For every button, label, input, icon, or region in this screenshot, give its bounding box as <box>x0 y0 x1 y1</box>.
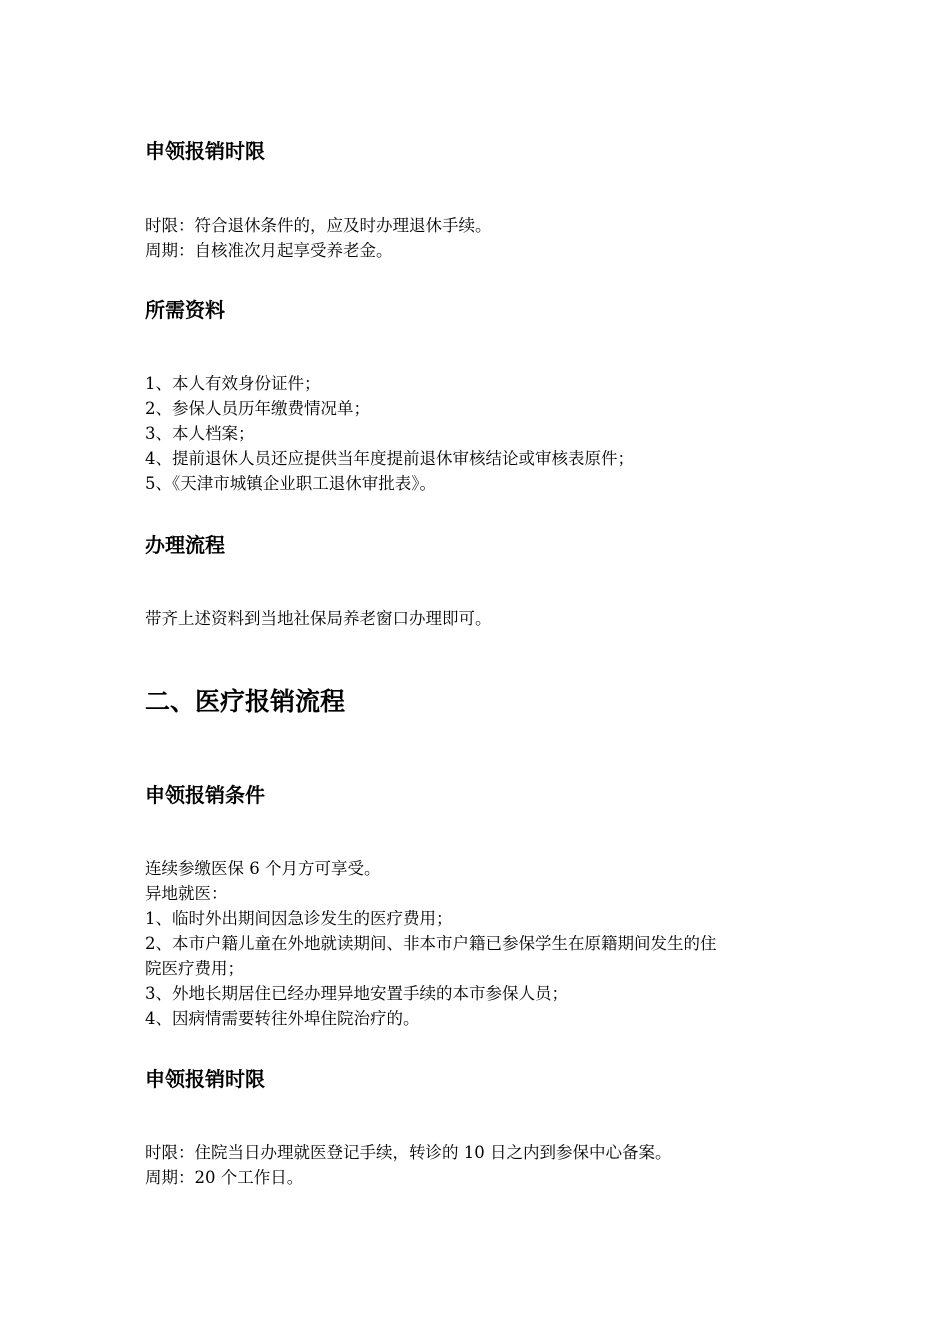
body-line: 时限：住院当日办理就医登记手续，转诊的 10 日之内到参保中心备案。 <box>145 1143 672 1162</box>
section-body <box>145 606 815 631</box>
body-line: 时限：符合退休条件的，应及时办理退休手续。 <box>145 216 492 235</box>
list-item: 3、本人档案； <box>145 424 255 443</box>
section-body <box>145 371 815 496</box>
section-body <box>145 213 815 263</box>
body-line: 周期：20 个工作日。 <box>145 1168 304 1187</box>
section-heading: 办理流程 <box>145 533 225 557</box>
list-item: 院医疗费用； <box>145 959 244 978</box>
section-heading: 申领报销时限 <box>145 139 265 163</box>
list-item: 2、参保人员历年缴费情况单； <box>145 399 370 418</box>
body-line: 异地就医： <box>145 884 228 903</box>
body-line: 带齐上述资料到当地社保局养老窗口办理即可。 <box>145 609 492 628</box>
list-item: 1、本人有效身份证件； <box>145 374 321 393</box>
section-heading: 所需资料 <box>145 298 225 322</box>
section-body <box>145 856 815 1031</box>
list-item: 4、因病情需要转往外埠住院治疗的。 <box>145 1009 420 1028</box>
list-item: 2、本市户籍儿童在外地就读期间、非本市户籍已参保学生在原籍期间发生的住 <box>145 934 717 953</box>
list-item: 3、外地长期居住已经办理异地安置手续的本市参保人员； <box>145 984 568 1003</box>
list-item: 4、提前退休人员还应提供当年度提前退休审核结论或审核表原件； <box>145 449 634 468</box>
body-line: 周期：自核准次月起享受养老金。 <box>145 241 393 260</box>
list-item: 1、临时外出期间因急诊发生的医疗费用； <box>145 909 453 928</box>
section-body <box>145 1140 815 1190</box>
body-line: 连续参缴医保 6 个月方可享受。 <box>145 859 381 878</box>
section-heading: 申领报销时限 <box>145 1067 265 1091</box>
list-item: 5、《天津市城镇企业职工退休审批表》。 <box>145 474 436 493</box>
section-heading: 申领报销条件 <box>145 783 265 807</box>
chapter-heading: 二、医疗报销流程 <box>145 687 346 716</box>
